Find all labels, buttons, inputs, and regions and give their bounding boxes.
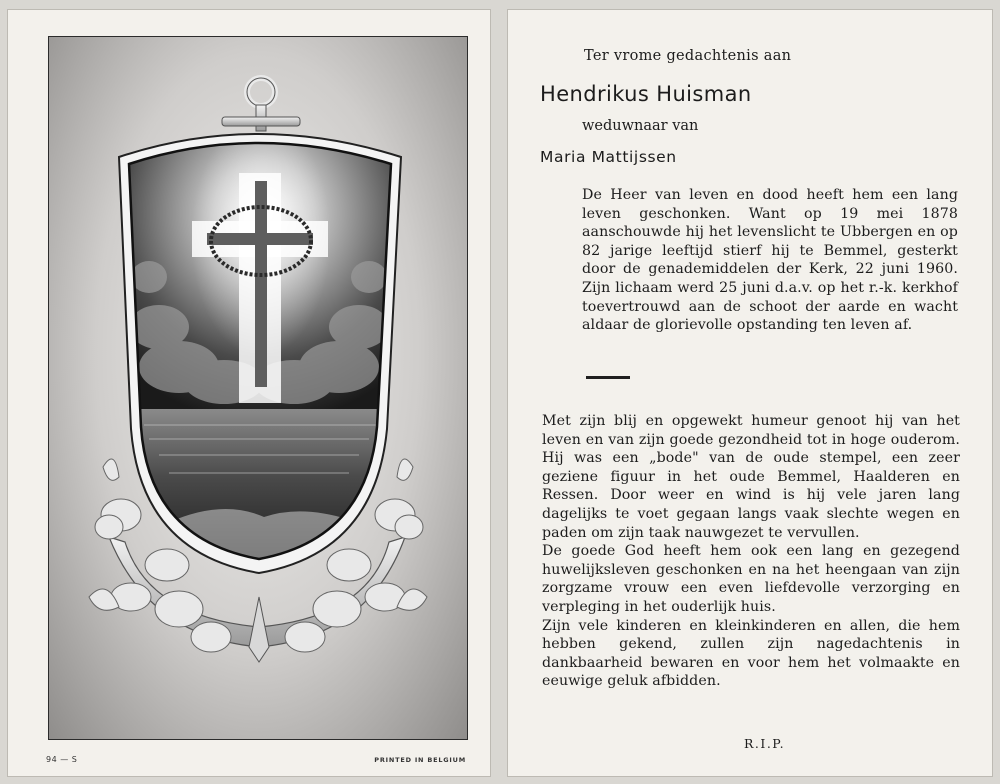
deceased-name: Hendrikus Huisman: [540, 82, 752, 106]
print-code: 94 — S: [46, 755, 78, 764]
biography-paragraph: [582, 186, 958, 335]
paragraph-text: De Heer van leven en dood heeft hem een lang leven geschonken. Want op 19 mei 1878 aanschouwde hij het levenslicht te Ubbergen en op 82 jarige leeftijd stierf hij te Bemmel, gesterkt door de genademiddelen der Kerk, 22 juni 1960. Zijn lichaam werd 25 juni d.a.v. op het r.-k. kerkhof toevertrouwd aan de schoot der aarde en wacht aldaar de glorievolle opstanding ten leven af.: [582, 187, 958, 334]
printed-in-note: PRINTED IN BELGIUM: [374, 756, 466, 764]
devotional-illustration: [49, 37, 467, 739]
devotional-image-frame: [48, 36, 468, 740]
tribute-paragraphs: [542, 412, 960, 691]
relation-line: weduwnaar van: [582, 118, 699, 134]
rip-closing: R.I.P.: [744, 736, 786, 751]
shield: [119, 117, 409, 579]
paragraph-text: Met zijn blij en opgewekt humeur genoot hij van het leven en van zijn goede gezondheid tot in hoge ouderom. Hij was een „bode" van de oude stempel, een zeer geziene figuur in het oude Bemmel, Haalderen en Ressen. Door weer en wind is hij vele jaren lang dagelijks te voet gegaan langs vaak slechte wegen en paden om zijn taak nauwgezet te vervullen.: [542, 413, 960, 541]
memorial-card-front: [8, 10, 490, 776]
anchor-icon: [222, 78, 300, 131]
paragraph-text: Zijn vele kinderen en kleinkinderen en allen, die hem hebben gekend, zullen zijn nagedachtenis in dankbaarheid bewaren en voor hem het volmaakte en eeuwige geluk afbidden.: [542, 617, 960, 690]
divider: [586, 376, 630, 379]
intro-line: Ter vrome gedachtenis aan: [584, 48, 792, 64]
memorial-card-back: [508, 10, 992, 776]
paragraph-text: De goede God heeft hem ook een lang en gezegend huwelijksleven geschonken en na het heengaan van zijn zorgzame vrouw een even liefdevolle verzorging en verpleging in het ouderlijk huis.: [542, 543, 960, 615]
spouse-name: Maria Mattijssen: [540, 148, 677, 166]
